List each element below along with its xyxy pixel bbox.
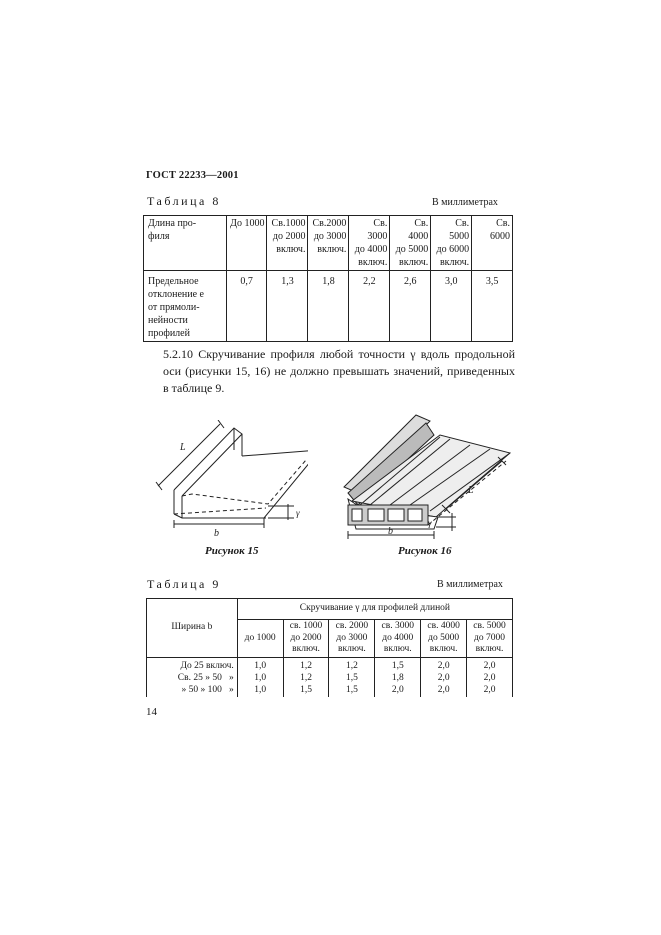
table8-col-header: Св. 5000 до 6000 включ.: [431, 216, 472, 271]
table8-cell: 1,3: [267, 271, 308, 342]
fig15-label-gamma: γ: [296, 508, 300, 518]
figure-15-caption: Рисунок 15: [205, 545, 259, 557]
figure-16-caption: Рисунок 16: [398, 545, 452, 557]
table9-label: Таблица 9: [147, 577, 221, 591]
table8-cell: 3,0: [431, 271, 472, 342]
table9-cell: 1,8: [375, 673, 421, 685]
table8-col-header: Св.2000 до 3000 включ.: [308, 216, 349, 271]
table9-cell: 1,2: [283, 673, 329, 685]
table9-cell: 2,0: [421, 673, 467, 685]
figure-16-drawing: [330, 405, 520, 540]
table-row: [147, 658, 513, 673]
table9-cell: 2,0: [467, 673, 513, 685]
table8-cell: 2,6: [390, 271, 431, 342]
fig16-label-gamma: γ: [428, 518, 432, 528]
table9-cell: 1,0: [237, 658, 283, 673]
table9-cell: 1,0: [237, 685, 283, 697]
document-header: ГОСТ 22233—2001: [146, 170, 239, 181]
table8-col-header: До 1000: [226, 216, 267, 271]
table8-cell: 2,2: [349, 271, 390, 342]
fig16-label-b: b: [388, 526, 393, 537]
table9-col-header: до 1000: [237, 620, 283, 658]
paragraph-5-2-10: [147, 346, 515, 397]
table9-cell: 2,0: [467, 658, 513, 673]
table9-col-header: св. 3000 до 4000 включ.: [375, 620, 421, 658]
table8: [143, 215, 513, 342]
table8-units: В миллиметрах: [432, 197, 498, 208]
table8-col-header: Св. 3000 до 4000 включ.: [349, 216, 390, 271]
table8-header-row: [144, 216, 513, 271]
table9-cell: 1,0: [237, 673, 283, 685]
paragraph-text: 5.2.10 Скручивание профиля любой точности γ вдоль продольной оси (рисунки 15, 16) не должно превышать значений, приведенных в таблице 9.: [163, 347, 515, 395]
table8-data-row: [144, 271, 513, 342]
table9: [146, 598, 513, 697]
table9-units: В миллиметрах: [437, 579, 503, 590]
table9-row-label: » 50 » 100 »: [147, 685, 238, 697]
table8-cell: 0,7: [226, 271, 267, 342]
table9-cell: 1,5: [375, 658, 421, 673]
table9-cell: 2,0: [375, 685, 421, 697]
table8-col-header: Св. 6000: [472, 216, 513, 271]
table9-cell: 1,2: [329, 658, 375, 673]
table8-cell: 3,5: [472, 271, 513, 342]
table9-col-header: св. 2000 до 3000 включ.: [329, 620, 375, 658]
table9-cell: 1,5: [283, 685, 329, 697]
page-number: 14: [146, 706, 157, 718]
table9-header-row-1: [147, 599, 513, 620]
table9-cell: 2,0: [421, 685, 467, 697]
table8-col0-header: Длина про- филя: [144, 216, 227, 271]
figure-15-drawing: [148, 420, 308, 540]
table-row: [147, 685, 513, 697]
table9-row-label: Св. 25 » 50 »: [147, 673, 238, 685]
table8-row-label: Предельное отклонение e от прямоли- нейности профилей: [144, 271, 227, 342]
fig16-label-L: L: [468, 485, 474, 496]
table9-group-header: Скручивание γ для профилей длиной: [237, 599, 512, 620]
table9-row-label: До 25 включ.: [147, 658, 238, 673]
table9-cell: 1,5: [329, 673, 375, 685]
fig15-label-b: b: [214, 528, 219, 539]
table9-col0-header: Ширина b: [147, 599, 238, 658]
table8-col-header: Св.1000 до 2000 включ.: [267, 216, 308, 271]
table9-cell: 1,2: [283, 658, 329, 673]
table9-cell: 1,5: [329, 685, 375, 697]
table9-col-header: св. 1000 до 2000 включ.: [283, 620, 329, 658]
table8-col-header: Св. 4000 до 5000 включ.: [390, 216, 431, 271]
fig15-label-L: L: [180, 442, 186, 453]
table9-col-header: св. 4000 до 5000 включ.: [421, 620, 467, 658]
table9-col-header: св. 5000 до 7000 включ.: [467, 620, 513, 658]
table8-cell: 1,8: [308, 271, 349, 342]
table-row: [147, 673, 513, 685]
table9-cell: 2,0: [467, 685, 513, 697]
table8-label: Таблица 8: [147, 194, 221, 208]
table9-cell: 2,0: [421, 658, 467, 673]
